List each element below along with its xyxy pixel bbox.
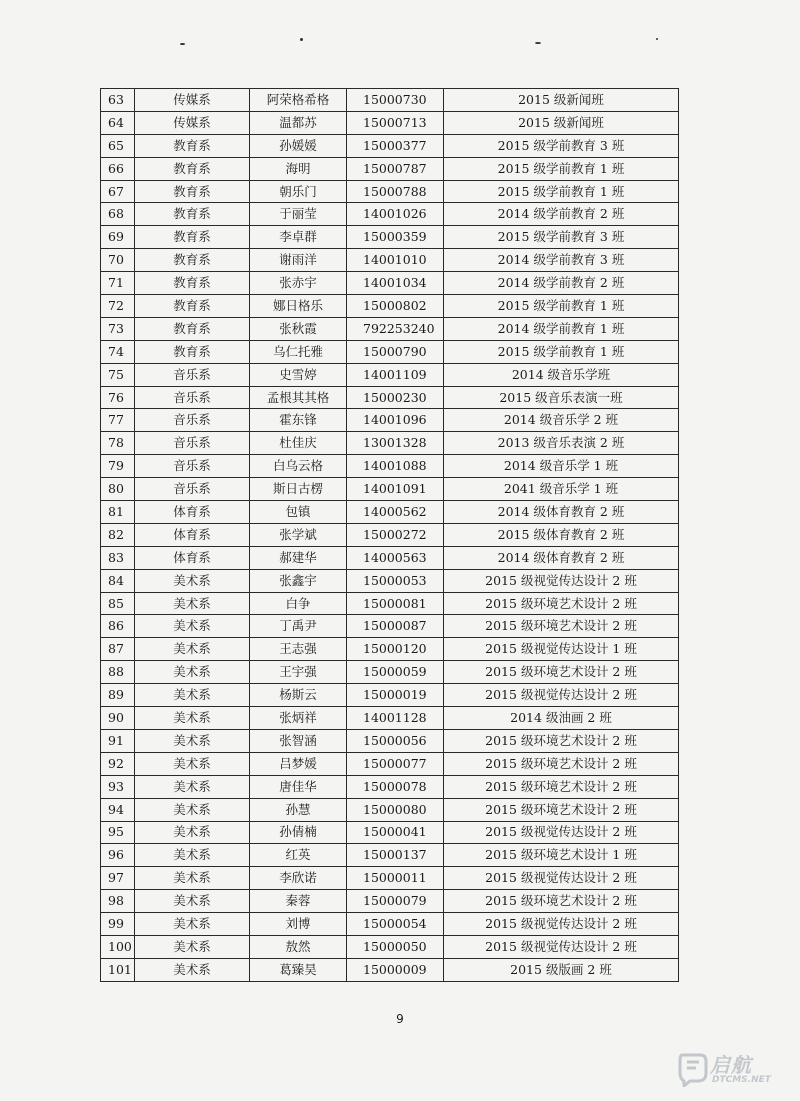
- table-row: [101, 775, 679, 798]
- department-cell: 音乐系: [135, 455, 250, 478]
- student-name-cell: 娜日格乐: [250, 295, 347, 318]
- department-cell: 美术系: [135, 844, 250, 867]
- student-name-cell: 朝乐门: [250, 180, 347, 203]
- student-name-cell: 孟根其其格: [250, 386, 347, 409]
- student-id-cell: 15000137: [347, 844, 444, 867]
- student-roster-table: [100, 88, 679, 982]
- row-number-cell: 75: [101, 363, 135, 386]
- class-name-cell: 2015 级新闻班: [444, 89, 679, 112]
- department-cell: 音乐系: [135, 363, 250, 386]
- department-cell: 教育系: [135, 249, 250, 272]
- student-name-cell: 乌仁托雅: [250, 340, 347, 363]
- class-name-cell: 2015 级版画 2 班: [444, 958, 679, 981]
- department-cell: 美术系: [135, 752, 250, 775]
- table-row: [101, 913, 679, 936]
- class-name-cell: 2014 级体育教育 2 班: [444, 501, 679, 524]
- class-name-cell: 2015 级视觉传达设计 2 班: [444, 935, 679, 958]
- table-row: [101, 752, 679, 775]
- department-cell: 教育系: [135, 340, 250, 363]
- student-id-cell: 15000272: [347, 523, 444, 546]
- department-cell: 教育系: [135, 157, 250, 180]
- student-name-cell: 斯日古楞: [250, 478, 347, 501]
- table-row: [101, 478, 679, 501]
- site-watermark: [676, 1049, 788, 1089]
- student-name-cell: 王宇强: [250, 661, 347, 684]
- student-id-cell: 15000056: [347, 729, 444, 752]
- student-id-cell: 14000563: [347, 546, 444, 569]
- student-id-cell: 15000787: [347, 157, 444, 180]
- table-row: [101, 592, 679, 615]
- class-name-cell: 2015 级环境艺术设计 2 班: [444, 775, 679, 798]
- table-row: [101, 615, 679, 638]
- department-cell: 美术系: [135, 775, 250, 798]
- scan-speck: [535, 42, 541, 44]
- class-name-cell: 2014 级学前教育 2 班: [444, 272, 679, 295]
- department-cell: 美术系: [135, 569, 250, 592]
- student-name-cell: 红英: [250, 844, 347, 867]
- class-name-cell: 2041 级音乐学 1 班: [444, 478, 679, 501]
- row-number-cell: 64: [101, 111, 135, 134]
- row-number-cell: 76: [101, 386, 135, 409]
- table-row: [101, 432, 679, 455]
- class-name-cell: 2015 级视觉传达设计 2 班: [444, 821, 679, 844]
- student-name-cell: 李卓群: [250, 226, 347, 249]
- student-name-cell: 张秋霞: [250, 317, 347, 340]
- department-cell: 教育系: [135, 317, 250, 340]
- class-name-cell: 2014 级体育教育 2 班: [444, 546, 679, 569]
- watermark-url: DTCMS.NET: [712, 1075, 771, 1085]
- student-name-cell: 海明: [250, 157, 347, 180]
- student-id-cell: 15000377: [347, 134, 444, 157]
- scan-speck: [300, 38, 303, 41]
- table-row: [101, 684, 679, 707]
- student-name-cell: 白争: [250, 592, 347, 615]
- class-name-cell: 2014 级学前教育 2 班: [444, 203, 679, 226]
- student-name-cell: 温都苏: [250, 111, 347, 134]
- student-id-cell: 792253240: [347, 317, 444, 340]
- student-id-cell: 14001091: [347, 478, 444, 501]
- student-name-cell: 郝建华: [250, 546, 347, 569]
- class-name-cell: 2013 级音乐表演 2 班: [444, 432, 679, 455]
- student-id-cell: 15000713: [347, 111, 444, 134]
- department-cell: 美术系: [135, 821, 250, 844]
- row-number-cell: 77: [101, 409, 135, 432]
- table-row: [101, 226, 679, 249]
- table-row: [101, 340, 679, 363]
- class-name-cell: 2015 级学前教育 1 班: [444, 340, 679, 363]
- table-row: [101, 821, 679, 844]
- table-row: [101, 844, 679, 867]
- row-number-cell: 96: [101, 844, 135, 867]
- student-id-cell: 15000079: [347, 890, 444, 913]
- class-name-cell: 2015 级视觉传达设计 2 班: [444, 684, 679, 707]
- class-name-cell: 2015 级视觉传达设计 1 班: [444, 638, 679, 661]
- row-number-cell: 80: [101, 478, 135, 501]
- student-name-cell: 谢雨洋: [250, 249, 347, 272]
- table-row: [101, 157, 679, 180]
- student-id-cell: 14001096: [347, 409, 444, 432]
- department-cell: 美术系: [135, 729, 250, 752]
- department-cell: 美术系: [135, 707, 250, 730]
- row-number-cell: 93: [101, 775, 135, 798]
- table-row: [101, 501, 679, 524]
- table-row: [101, 409, 679, 432]
- table-row: [101, 180, 679, 203]
- student-id-cell: 14000562: [347, 501, 444, 524]
- student-id-cell: 15000802: [347, 295, 444, 318]
- department-cell: 美术系: [135, 935, 250, 958]
- department-cell: 教育系: [135, 180, 250, 203]
- student-id-cell: 15000120: [347, 638, 444, 661]
- student-name-cell: 张学斌: [250, 523, 347, 546]
- student-id-cell: 15000359: [347, 226, 444, 249]
- class-name-cell: 2014 级学前教育 3 班: [444, 249, 679, 272]
- scan-speck: [656, 38, 658, 40]
- student-id-cell: 15000054: [347, 913, 444, 936]
- row-number-cell: 74: [101, 340, 135, 363]
- class-name-cell: 2015 级音乐表演一班: [444, 386, 679, 409]
- row-number-cell: 68: [101, 203, 135, 226]
- class-name-cell: 2015 级学前教育 1 班: [444, 295, 679, 318]
- student-id-cell: 13001328: [347, 432, 444, 455]
- class-name-cell: 2014 级音乐学班: [444, 363, 679, 386]
- row-number-cell: 81: [101, 501, 135, 524]
- department-cell: 教育系: [135, 134, 250, 157]
- department-cell: 音乐系: [135, 432, 250, 455]
- student-id-cell: 14001109: [347, 363, 444, 386]
- watermark-logo-icon: [676, 1051, 710, 1087]
- student-id-cell: 15000053: [347, 569, 444, 592]
- department-cell: 美术系: [135, 913, 250, 936]
- row-number-cell: 95: [101, 821, 135, 844]
- page-number: 9: [396, 1012, 404, 1026]
- student-id-cell: 15000011: [347, 867, 444, 890]
- row-number-cell: 83: [101, 546, 135, 569]
- row-number-cell: 79: [101, 455, 135, 478]
- student-name-cell: 张智涵: [250, 729, 347, 752]
- table-row: [101, 249, 679, 272]
- table-row: [101, 134, 679, 157]
- row-number-cell: 69: [101, 226, 135, 249]
- department-cell: 美术系: [135, 661, 250, 684]
- student-id-cell: 14001010: [347, 249, 444, 272]
- student-name-cell: 刘博: [250, 913, 347, 936]
- student-name-cell: 唐佳华: [250, 775, 347, 798]
- table-row: [101, 569, 679, 592]
- table-row: [101, 958, 679, 981]
- department-cell: 美术系: [135, 958, 250, 981]
- row-number-cell: 65: [101, 134, 135, 157]
- student-name-cell: 史雪婷: [250, 363, 347, 386]
- row-number-cell: 98: [101, 890, 135, 913]
- student-id-cell: 15000080: [347, 798, 444, 821]
- class-name-cell: 2015 级视觉传达设计 2 班: [444, 913, 679, 936]
- department-cell: 教育系: [135, 272, 250, 295]
- class-name-cell: 2015 级体育教育 2 班: [444, 523, 679, 546]
- table-row: [101, 935, 679, 958]
- class-name-cell: 2015 级环境艺术设计 1 班: [444, 844, 679, 867]
- student-name-cell: 吕梦媛: [250, 752, 347, 775]
- student-id-cell: 15000790: [347, 340, 444, 363]
- class-name-cell: 2015 级环境艺术设计 2 班: [444, 752, 679, 775]
- department-cell: 教育系: [135, 226, 250, 249]
- department-cell: 教育系: [135, 203, 250, 226]
- row-number-cell: 84: [101, 569, 135, 592]
- class-name-cell: 2015 级环境艺术设计 2 班: [444, 615, 679, 638]
- student-id-cell: 15000078: [347, 775, 444, 798]
- row-number-cell: 86: [101, 615, 135, 638]
- row-number-cell: 101: [101, 958, 135, 981]
- student-id-cell: 15000230: [347, 386, 444, 409]
- student-id-cell: 15000730: [347, 89, 444, 112]
- department-cell: 美术系: [135, 615, 250, 638]
- student-name-cell: 李欣诺: [250, 867, 347, 890]
- class-name-cell: 2015 级环境艺术设计 2 班: [444, 890, 679, 913]
- student-id-cell: 15000019: [347, 684, 444, 707]
- student-name-cell: 霍东锋: [250, 409, 347, 432]
- department-cell: 音乐系: [135, 386, 250, 409]
- table-row: [101, 798, 679, 821]
- row-number-cell: 92: [101, 752, 135, 775]
- row-number-cell: 78: [101, 432, 135, 455]
- department-cell: 体育系: [135, 501, 250, 524]
- row-number-cell: 100: [101, 935, 135, 958]
- student-name-cell: 秦蓉: [250, 890, 347, 913]
- row-number-cell: 85: [101, 592, 135, 615]
- table-row: [101, 203, 679, 226]
- row-number-cell: 94: [101, 798, 135, 821]
- department-cell: 美术系: [135, 890, 250, 913]
- table-row: [101, 867, 679, 890]
- department-cell: 体育系: [135, 523, 250, 546]
- department-cell: 美术系: [135, 798, 250, 821]
- student-name-cell: 张赤宇: [250, 272, 347, 295]
- table-row: [101, 523, 679, 546]
- student-name-cell: 阿荣格希格: [250, 89, 347, 112]
- row-number-cell: 82: [101, 523, 135, 546]
- table-row: [101, 386, 679, 409]
- table-row: [101, 661, 679, 684]
- class-name-cell: 2015 级学前教育 3 班: [444, 226, 679, 249]
- department-cell: 美术系: [135, 867, 250, 890]
- roster-body: [101, 89, 679, 982]
- student-id-cell: 15000009: [347, 958, 444, 981]
- student-name-cell: 杜佳庆: [250, 432, 347, 455]
- row-number-cell: 70: [101, 249, 135, 272]
- table-row: [101, 89, 679, 112]
- student-id-cell: 14001128: [347, 707, 444, 730]
- department-cell: 教育系: [135, 295, 250, 318]
- row-number-cell: 66: [101, 157, 135, 180]
- table-row: [101, 317, 679, 340]
- student-id-cell: 15000050: [347, 935, 444, 958]
- student-name-cell: 孙媛媛: [250, 134, 347, 157]
- table-row: [101, 546, 679, 569]
- table-row: [101, 638, 679, 661]
- class-name-cell: 2015 级环境艺术设计 2 班: [444, 592, 679, 615]
- student-name-cell: 葛臻昊: [250, 958, 347, 981]
- row-number-cell: 90: [101, 707, 135, 730]
- table-row: [101, 111, 679, 134]
- department-cell: 传媒系: [135, 89, 250, 112]
- table-row: [101, 295, 679, 318]
- class-name-cell: 2014 级音乐学 2 班: [444, 409, 679, 432]
- student-id-cell: 15000788: [347, 180, 444, 203]
- row-number-cell: 89: [101, 684, 135, 707]
- student-id-cell: 14001088: [347, 455, 444, 478]
- student-id-cell: 15000077: [347, 752, 444, 775]
- row-number-cell: 97: [101, 867, 135, 890]
- class-name-cell: 2015 级视觉传达设计 2 班: [444, 867, 679, 890]
- student-id-cell: 15000087: [347, 615, 444, 638]
- student-name-cell: 丁禹尹: [250, 615, 347, 638]
- class-name-cell: 2015 级学前教育 3 班: [444, 134, 679, 157]
- class-name-cell: 2015 级环境艺术设计 2 班: [444, 729, 679, 752]
- table-row: [101, 890, 679, 913]
- student-id-cell: 15000081: [347, 592, 444, 615]
- watermark-logo-text: 启航: [710, 1053, 752, 1077]
- department-cell: 美术系: [135, 684, 250, 707]
- student-name-cell: 张炳祥: [250, 707, 347, 730]
- department-cell: 美术系: [135, 638, 250, 661]
- student-name-cell: 包镇: [250, 501, 347, 524]
- department-cell: 传媒系: [135, 111, 250, 134]
- class-name-cell: 2015 级视觉传达设计 2 班: [444, 569, 679, 592]
- class-name-cell: 2014 级油画 2 班: [444, 707, 679, 730]
- table-row: [101, 455, 679, 478]
- table-row: [101, 272, 679, 295]
- student-id-cell: 14001026: [347, 203, 444, 226]
- row-number-cell: 63: [101, 89, 135, 112]
- class-name-cell: 2014 级学前教育 1 班: [444, 317, 679, 340]
- student-name-cell: 于丽莹: [250, 203, 347, 226]
- row-number-cell: 67: [101, 180, 135, 203]
- row-number-cell: 88: [101, 661, 135, 684]
- table-row: [101, 707, 679, 730]
- class-name-cell: 2015 级新闻班: [444, 111, 679, 134]
- department-cell: 音乐系: [135, 478, 250, 501]
- student-name-cell: 敖然: [250, 935, 347, 958]
- class-name-cell: 2015 级学前教育 1 班: [444, 157, 679, 180]
- student-id-cell: 14001034: [347, 272, 444, 295]
- scan-speck: [180, 43, 185, 45]
- class-name-cell: 2014 级音乐学 1 班: [444, 455, 679, 478]
- row-number-cell: 73: [101, 317, 135, 340]
- row-number-cell: 99: [101, 913, 135, 936]
- student-name-cell: 杨斯云: [250, 684, 347, 707]
- class-name-cell: 2015 级学前教育 1 班: [444, 180, 679, 203]
- table-row: [101, 729, 679, 752]
- student-name-cell: 白乌云格: [250, 455, 347, 478]
- student-name-cell: 孙慧: [250, 798, 347, 821]
- department-cell: 体育系: [135, 546, 250, 569]
- student-name-cell: 孙倩楠: [250, 821, 347, 844]
- student-id-cell: 15000059: [347, 661, 444, 684]
- student-name-cell: 王志强: [250, 638, 347, 661]
- department-cell: 音乐系: [135, 409, 250, 432]
- department-cell: 美术系: [135, 592, 250, 615]
- row-number-cell: 71: [101, 272, 135, 295]
- student-id-cell: 15000041: [347, 821, 444, 844]
- row-number-cell: 91: [101, 729, 135, 752]
- class-name-cell: 2015 级环境艺术设计 2 班: [444, 661, 679, 684]
- student-name-cell: 张鑫宇: [250, 569, 347, 592]
- row-number-cell: 87: [101, 638, 135, 661]
- row-number-cell: 72: [101, 295, 135, 318]
- class-name-cell: 2015 级环境艺术设计 2 班: [444, 798, 679, 821]
- table-row: [101, 363, 679, 386]
